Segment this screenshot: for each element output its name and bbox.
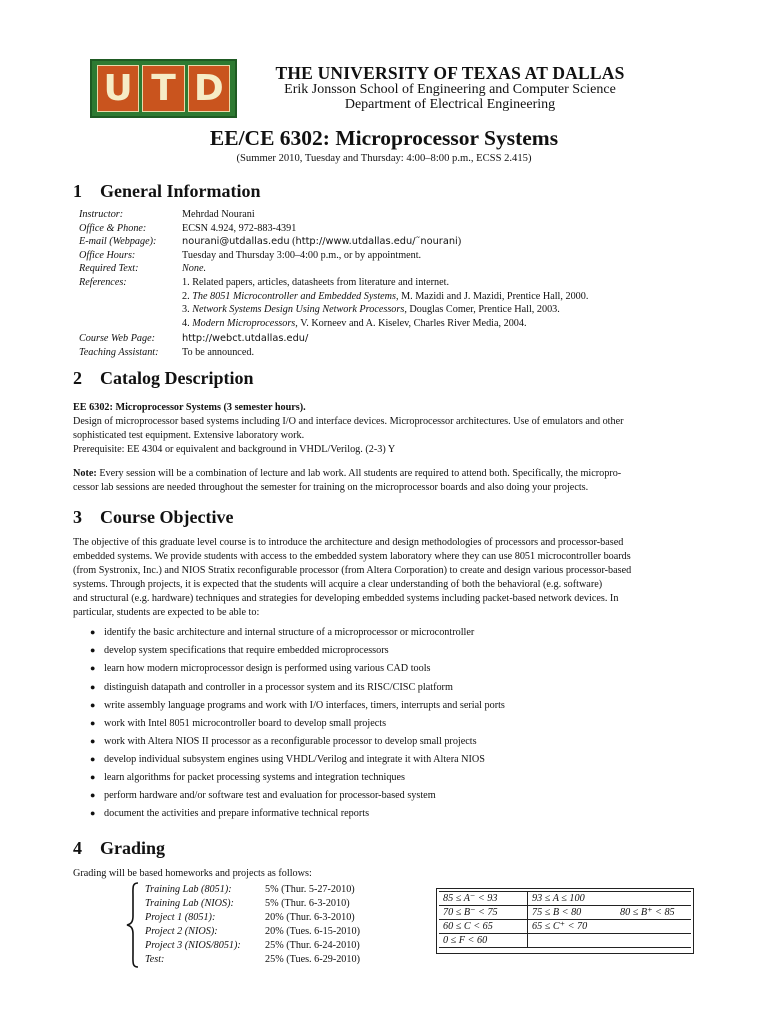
bullet-icon: ● [90,645,96,655]
table-row [439,920,691,934]
info-value: Tuesday and Thursday 3:00–4:00 p.m., or by appointment. [182,249,422,261]
table-row [439,892,691,906]
note-text: Every session will be a combination of lecture and lab work. All students are required to attend both. Specifically, the micropro- [96,468,622,479]
table-cell: 93 ≤ A ≤ 100 [528,892,617,906]
catalog-line: sophisticated test equipment. Extensive laboratory work. [73,429,305,441]
list-item: ● work with Altera NIOS II processor as a reconfigurable processor to develop small projects [90,735,477,747]
info-label: Instructor: [79,209,124,220]
paren-close: ) [457,236,462,248]
bullet-icon: ● [90,681,96,692]
university-name: THE UNIVERSITY OF TEXAS AT DALLAS [275,63,625,83]
section-title: Course Objective [100,507,234,527]
info-value: To be announced. [182,346,254,358]
section-heading-course-objective [73,507,233,528]
section-heading-grading [73,838,165,859]
objective-line: and structural (e.g. hardware) techniques and strategies for developing embedded systems including packet-based network devices. In [73,592,619,604]
course-web-link[interactable]: http://webct.utdallas.edu/ [182,332,309,344]
info-value [182,236,461,247]
table-cell [616,920,691,934]
info-label: Course Web Page: [79,332,156,344]
bullet-icon: ● [90,808,96,818]
objective-line: particular, students are expected to be able to: [73,606,260,618]
objective-line: The objective of this graduate level course is to introduce the architecture and design methodologies of processors and processor-based [73,537,624,548]
catalog-description [73,401,688,457]
section-number: 1 [73,181,82,201]
objective-line: (from Systronix, Inc.) and NIOS Stratix reconfigurable processor (from Altera Corporation) to create and design various processor-based [73,564,632,576]
list-item: ● distinguish datapath and controller in a processor system and its RISC/CISC platform [90,681,453,693]
list-item: ● learn algorithms for packet processing systems and integration techniques [90,772,406,783]
note-text: cessor lab sessions are needed throughout the semester for training on the microprocessor boards and also doing your projects. [73,481,589,493]
webpage-link[interactable]: http://www.utdallas.edu/˜nourani [295,236,458,248]
table-cell: 85 ≤ A⁻ < 93 [439,892,528,906]
table-cell: 65 ≤ C⁺ < 70 [528,920,617,934]
utd-logo [90,59,237,118]
objective-paragraph [73,536,688,619]
grade-scale-table [436,888,694,954]
table-cell: 80 ≤ B⁺ < 85 [616,906,691,920]
table-cell [616,934,691,948]
bullet-icon: ● [90,790,96,800]
logo-letter-d: D [188,65,230,112]
info-label: Office Hours: [79,249,136,261]
info-label: References: [79,277,127,288]
list-item: ● identify the basic architecture and internal structure of a microprocessor or microcontroller [90,627,475,638]
bullet-icon: ● [90,699,96,710]
list-item: ● work with Intel 8051 microcontroller board to develop small projects [90,717,387,729]
department-name: Department of Electrical Engineering [344,97,556,112]
info-label: Teaching Assistant: [79,346,159,358]
reference-1: 1. Related papers, articles, datasheets from literature and internet. [182,277,450,288]
bullet-icon: ● [90,717,96,728]
objective-line: embedded systems. We provide students with access to the embedded system laboratory where they can use 8051 microcontroller boards [73,550,631,562]
logo-letter-u: U [97,65,139,112]
logo-letter-t: T [142,65,184,112]
objective-line: systems. Through projects, it is expected that the students will acquire a clear understanding of both the behavioral (e.g. software) [73,578,603,590]
catalog-heading: EE 6302: Microprocessor Systems (3 semester hours). [73,402,306,413]
list-item: ● perform hardware and/or software test and evaluation for processor-based system [90,790,436,801]
section-number: 2 [73,368,82,388]
bullet-icon: ● [90,772,96,782]
list-item: ● document the activities and prepare informative technical reports [90,808,370,819]
table-cell: 70 ≤ B⁻ < 75 [439,906,528,920]
info-value: ECSN 4.924, 972-883-4391 [182,222,297,234]
section-heading-catalog-description [73,368,253,389]
bullet-icon: ● [90,663,96,673]
left-brace-icon [126,882,140,968]
list-item: ● write assembly language programs and work with I/O interfaces, timers, interrupts and serial ports [90,699,505,711]
table-cell [528,934,617,948]
paren-open: ( [289,236,296,248]
table-row [439,934,691,948]
list-item: ● develop individual subsystem engines using VHDL/Verilog and integrate it with Altera NIOS [90,753,485,765]
bullet-icon: ● [90,627,96,637]
bullet-icon: ● [90,735,96,746]
note-label: Note: [73,468,97,479]
section-number: 3 [73,507,82,527]
bullet-icon: ● [90,753,96,764]
reference-3: 3. Network Systems Design Using Network Processors, Douglas Comer, Prentice Hall, 2003. [182,304,560,316]
table-cell [616,892,691,906]
course-schedule: (Summer 2010, Tuesday and Thursday: 4:00–8:00 p.m., ECSS 2.415) [236,153,532,164]
list-item: ● develop system specifications that require embedded microprocessors [90,645,389,656]
info-label: E-mail (Webpage): [79,236,157,248]
section-number: 4 [73,838,82,858]
section-heading-general-information [73,181,260,202]
reference-4: 4. Modern Microprocessors, V. Korneev and A. Kiselev, Charles River Media, 2004. [182,317,527,329]
list-item: ● learn how modern microprocessor design is performed using various CAD tools [90,663,431,674]
table-cell: 75 ≤ B < 80 [528,906,617,920]
table-cell: 0 ≤ F < 60 [439,934,528,948]
table-row [439,906,691,920]
catalog-note [73,467,688,495]
grading-intro: Grading will be based homeworks and projects as follows: [73,868,312,879]
section-title: Grading [100,838,166,858]
info-label: Required Text: [79,263,139,275]
info-label: Office & Phone: [79,222,147,234]
email-link[interactable]: nourani@utdallas.edu [182,236,290,248]
reference-2: 2. The 8051 Microcontroller and Embedded Systems, M. Mazidi and J. Mazidi, Prentice Hall, 2000. [182,290,589,302]
info-value: None. [182,263,207,275]
school-name: Erik Jonsson School of Engineering and Computer Science [284,82,616,97]
catalog-line: Design of microprocessor based systems including I/O and interface devices. Microprocessor architectures. Use of emulators and other [73,415,624,427]
course-title: EE/CE 6302: Microprocessor Systems [209,126,559,150]
section-title: Catalog Description [100,368,254,388]
table-cell: 60 ≤ C < 65 [439,920,528,934]
section-title: General Information [100,181,261,201]
info-value: Mehrdad Nourani [182,209,255,220]
catalog-prerequisite: Prerequisite: EE 4304 or equivalent and background in VHDL/Verilog. (2-3) Y [73,443,396,455]
